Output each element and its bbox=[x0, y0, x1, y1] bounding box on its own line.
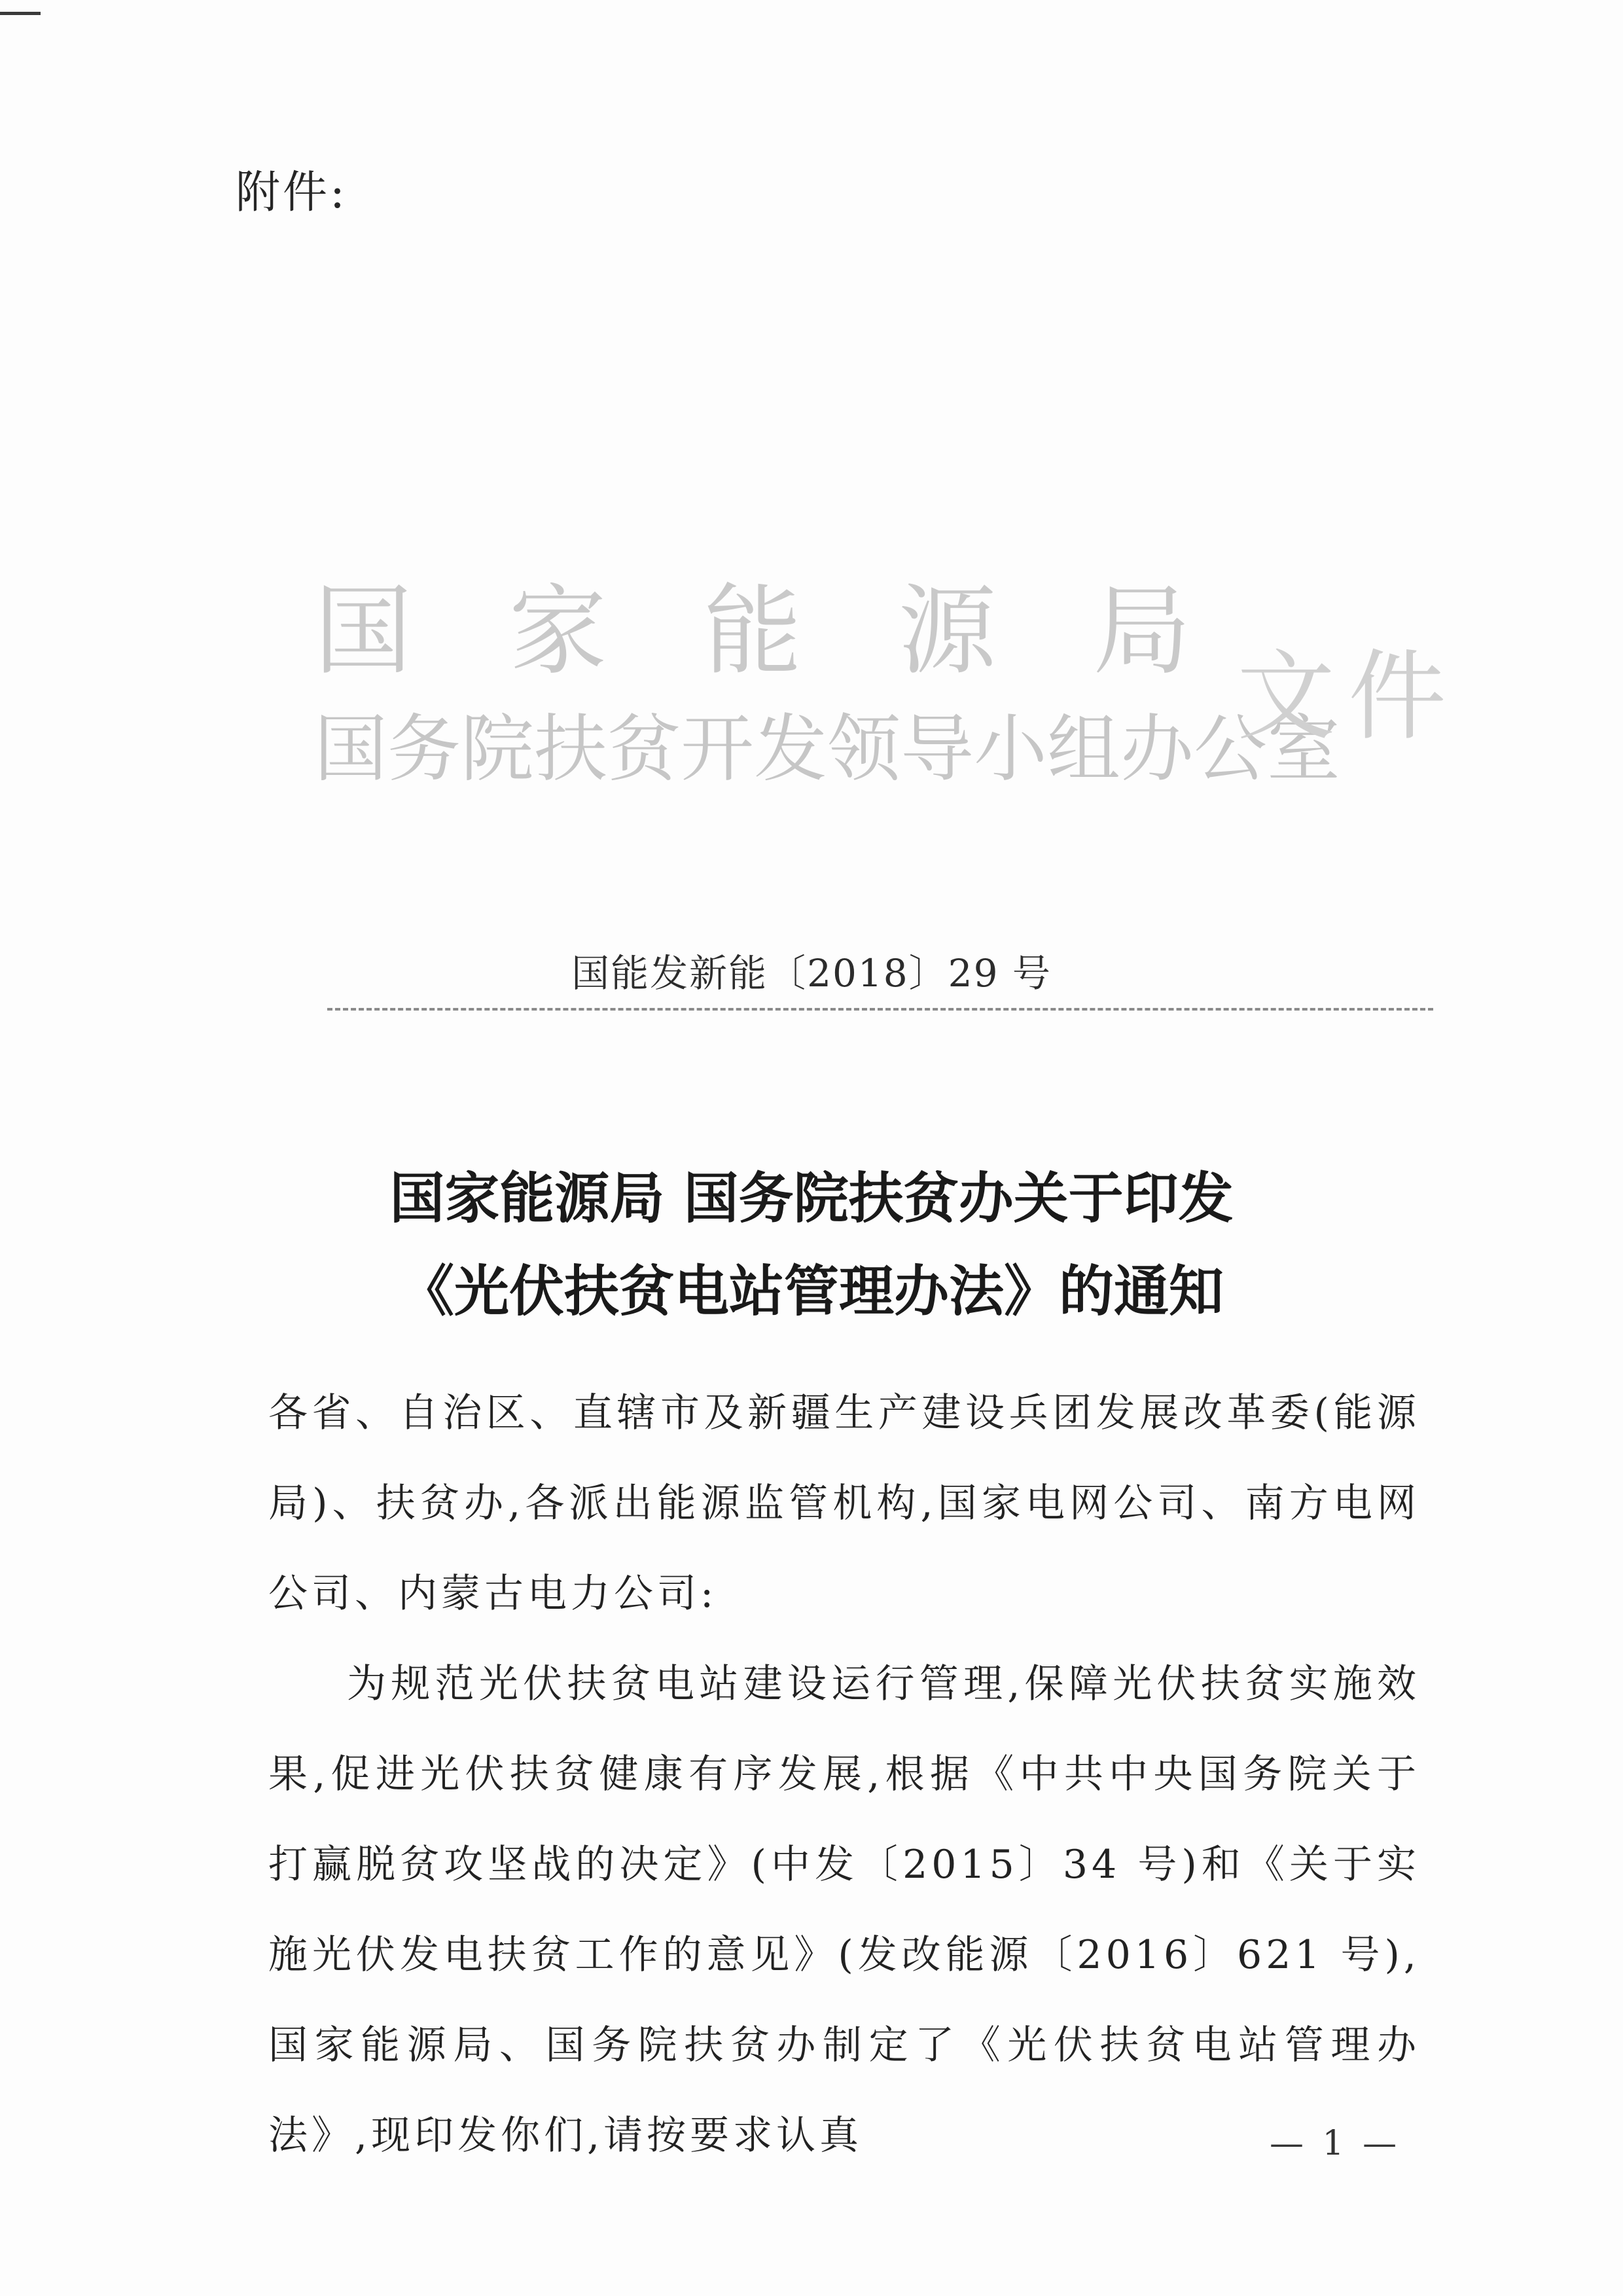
issuer-char: 家 bbox=[508, 575, 607, 689]
document-body bbox=[268, 1368, 1420, 2181]
issuer-char: 局 bbox=[1092, 575, 1191, 689]
issuer-suffix: 文件 bbox=[1237, 640, 1460, 754]
scan-corner-mark bbox=[0, 12, 41, 15]
body-paragraph: 为规范光伏扶贫电站建设运行管理,保障光伏扶贫实施效果,促进光伏扶贫健康有序发展,根据《中共中央国务院关于打赢脱贫攻坚战的决定》(中发〔2015〕34 号)和《关于实施光伏发电扶贫工作的意见》(发改能源〔2016〕621 号),国家能源局、国务院扶贫办制定了《光伏扶贫电站管理办法》,现印发你们,请按要求认真 bbox=[268, 1661, 1420, 2159]
title-line-2: 《光伏扶贫电站管理办法》的通知 bbox=[399, 1259, 1224, 1323]
issuer-char: 能 bbox=[703, 575, 802, 689]
attachment-label: 附件: bbox=[236, 167, 348, 219]
title-line-1: 国家能源局 国务院扶贫办关于印发 bbox=[389, 1166, 1234, 1230]
document-number: 国能发新能〔2018〕29 号 bbox=[571, 951, 1052, 996]
issuer-char: 源 bbox=[898, 575, 997, 689]
document-title bbox=[0, 1152, 1623, 1338]
page-number: — 1 — bbox=[1270, 2124, 1401, 2163]
header-divider bbox=[327, 1008, 1433, 1011]
issuer-char: 国 bbox=[314, 575, 413, 689]
issuer-header bbox=[314, 576, 1479, 825]
issuer-line-poverty-office: 国务院扶贫开发领导小组办公室 bbox=[314, 707, 1340, 792]
recipients-paragraph: 各省、自治区、直辖市及新疆生产建设兵团发展改革委(能源局)、扶贫办,各派出能源监管机构,国家电网公司、南方电网公司、内蒙古电力公司: bbox=[268, 1390, 1420, 1617]
issuer-line-nea bbox=[314, 576, 1191, 687]
